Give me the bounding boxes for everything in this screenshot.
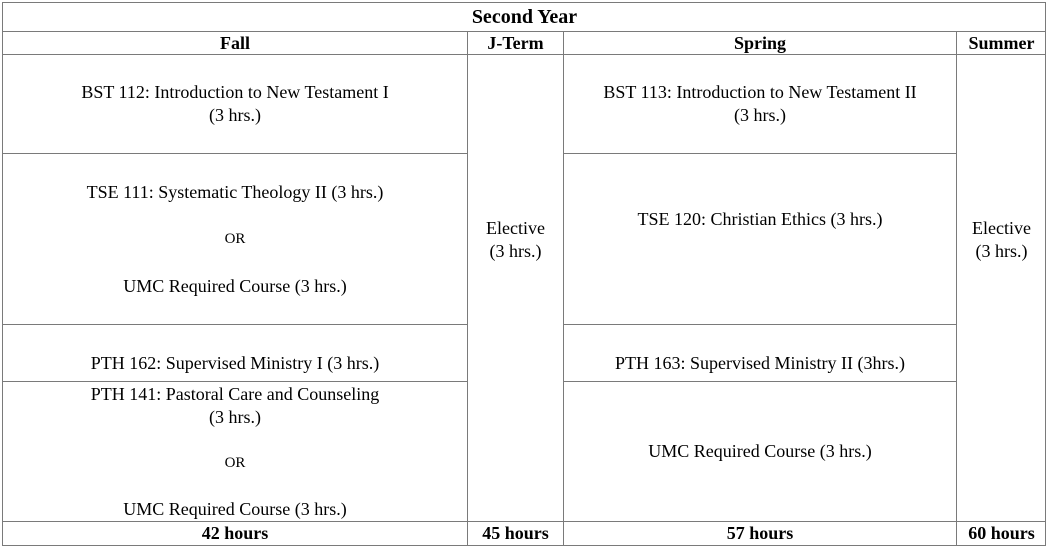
spring-umc <box>564 382 956 521</box>
header-spring-text: Spring <box>733 32 787 53</box>
spring-pth163-title: PTH 163: Supervised Ministry II (3hrs.) <box>615 353 905 373</box>
total-jterm <box>468 522 563 545</box>
fall-tse111 <box>3 154 467 324</box>
fall-tse111-or: OR <box>224 230 246 247</box>
header-jterm <box>468 32 563 54</box>
fall-pth141-hours: (3 hrs.) <box>209 407 261 427</box>
fall-pth141-or: OR <box>224 455 246 471</box>
fall-tse111-title: TSE 111: Systematic Theology II (3 hrs.) <box>86 181 384 202</box>
spring-pth163 <box>564 325 956 381</box>
fall-pth141 <box>3 382 467 521</box>
header-summer-text: Summer <box>968 32 1035 53</box>
total-spring-text: 57 hours <box>726 523 794 543</box>
total-fall-text: 42 hours <box>201 523 269 543</box>
total-jterm-text: 45 hours <box>482 523 549 543</box>
total-summer-text: 60 hours <box>968 523 1035 543</box>
spring-bst113-hours: (3 hrs.) <box>734 105 786 125</box>
jterm-elective-hours: (3 hrs.) <box>489 240 542 261</box>
spring-umc-title: UMC Required Course (3 hrs.) <box>648 441 872 461</box>
fall-bst112-hours: (3 hrs.) <box>209 105 261 125</box>
fall-tse111-alt: UMC Required Course (3 hrs.) <box>123 275 347 296</box>
total-spring <box>564 522 956 545</box>
header-jterm-text: J-Term <box>487 32 544 53</box>
summer-elective-title: Elective <box>972 217 1031 238</box>
summer-elective-hours: (3 hrs.) <box>975 240 1028 261</box>
table-title <box>3 4 1046 31</box>
spring-tse120 <box>564 154 956 324</box>
fall-bst112 <box>3 55 467 153</box>
jterm-elective-title: Elective <box>486 217 545 238</box>
fall-pth141-alt: UMC Required Course (3 hrs.) <box>123 499 347 519</box>
total-fall <box>3 522 467 545</box>
fall-pth162-title: PTH 162: Supervised Ministry I (3 hrs.) <box>90 353 380 373</box>
header-summer <box>957 32 1046 54</box>
header-spring <box>564 32 956 54</box>
jterm-elective <box>468 55 563 424</box>
fall-pth141-title: PTH 141: Pastoral Care and Counseling <box>90 384 380 404</box>
fall-bst112-title: BST 112: Introduction to New Testament I <box>81 82 389 102</box>
header-fall-text: Fall <box>220 32 250 53</box>
header-fall <box>3 32 467 54</box>
spring-tse120-title: TSE 120: Christian Ethics (3 hrs.) <box>637 209 883 229</box>
total-summer <box>957 522 1046 545</box>
spring-bst113-title: BST 113: Introduction to New Testament II <box>603 82 917 102</box>
fall-pth162 <box>3 325 467 381</box>
table-title-text: Second Year <box>471 6 578 28</box>
spring-bst113 <box>564 55 956 153</box>
summer-elective <box>957 55 1046 424</box>
